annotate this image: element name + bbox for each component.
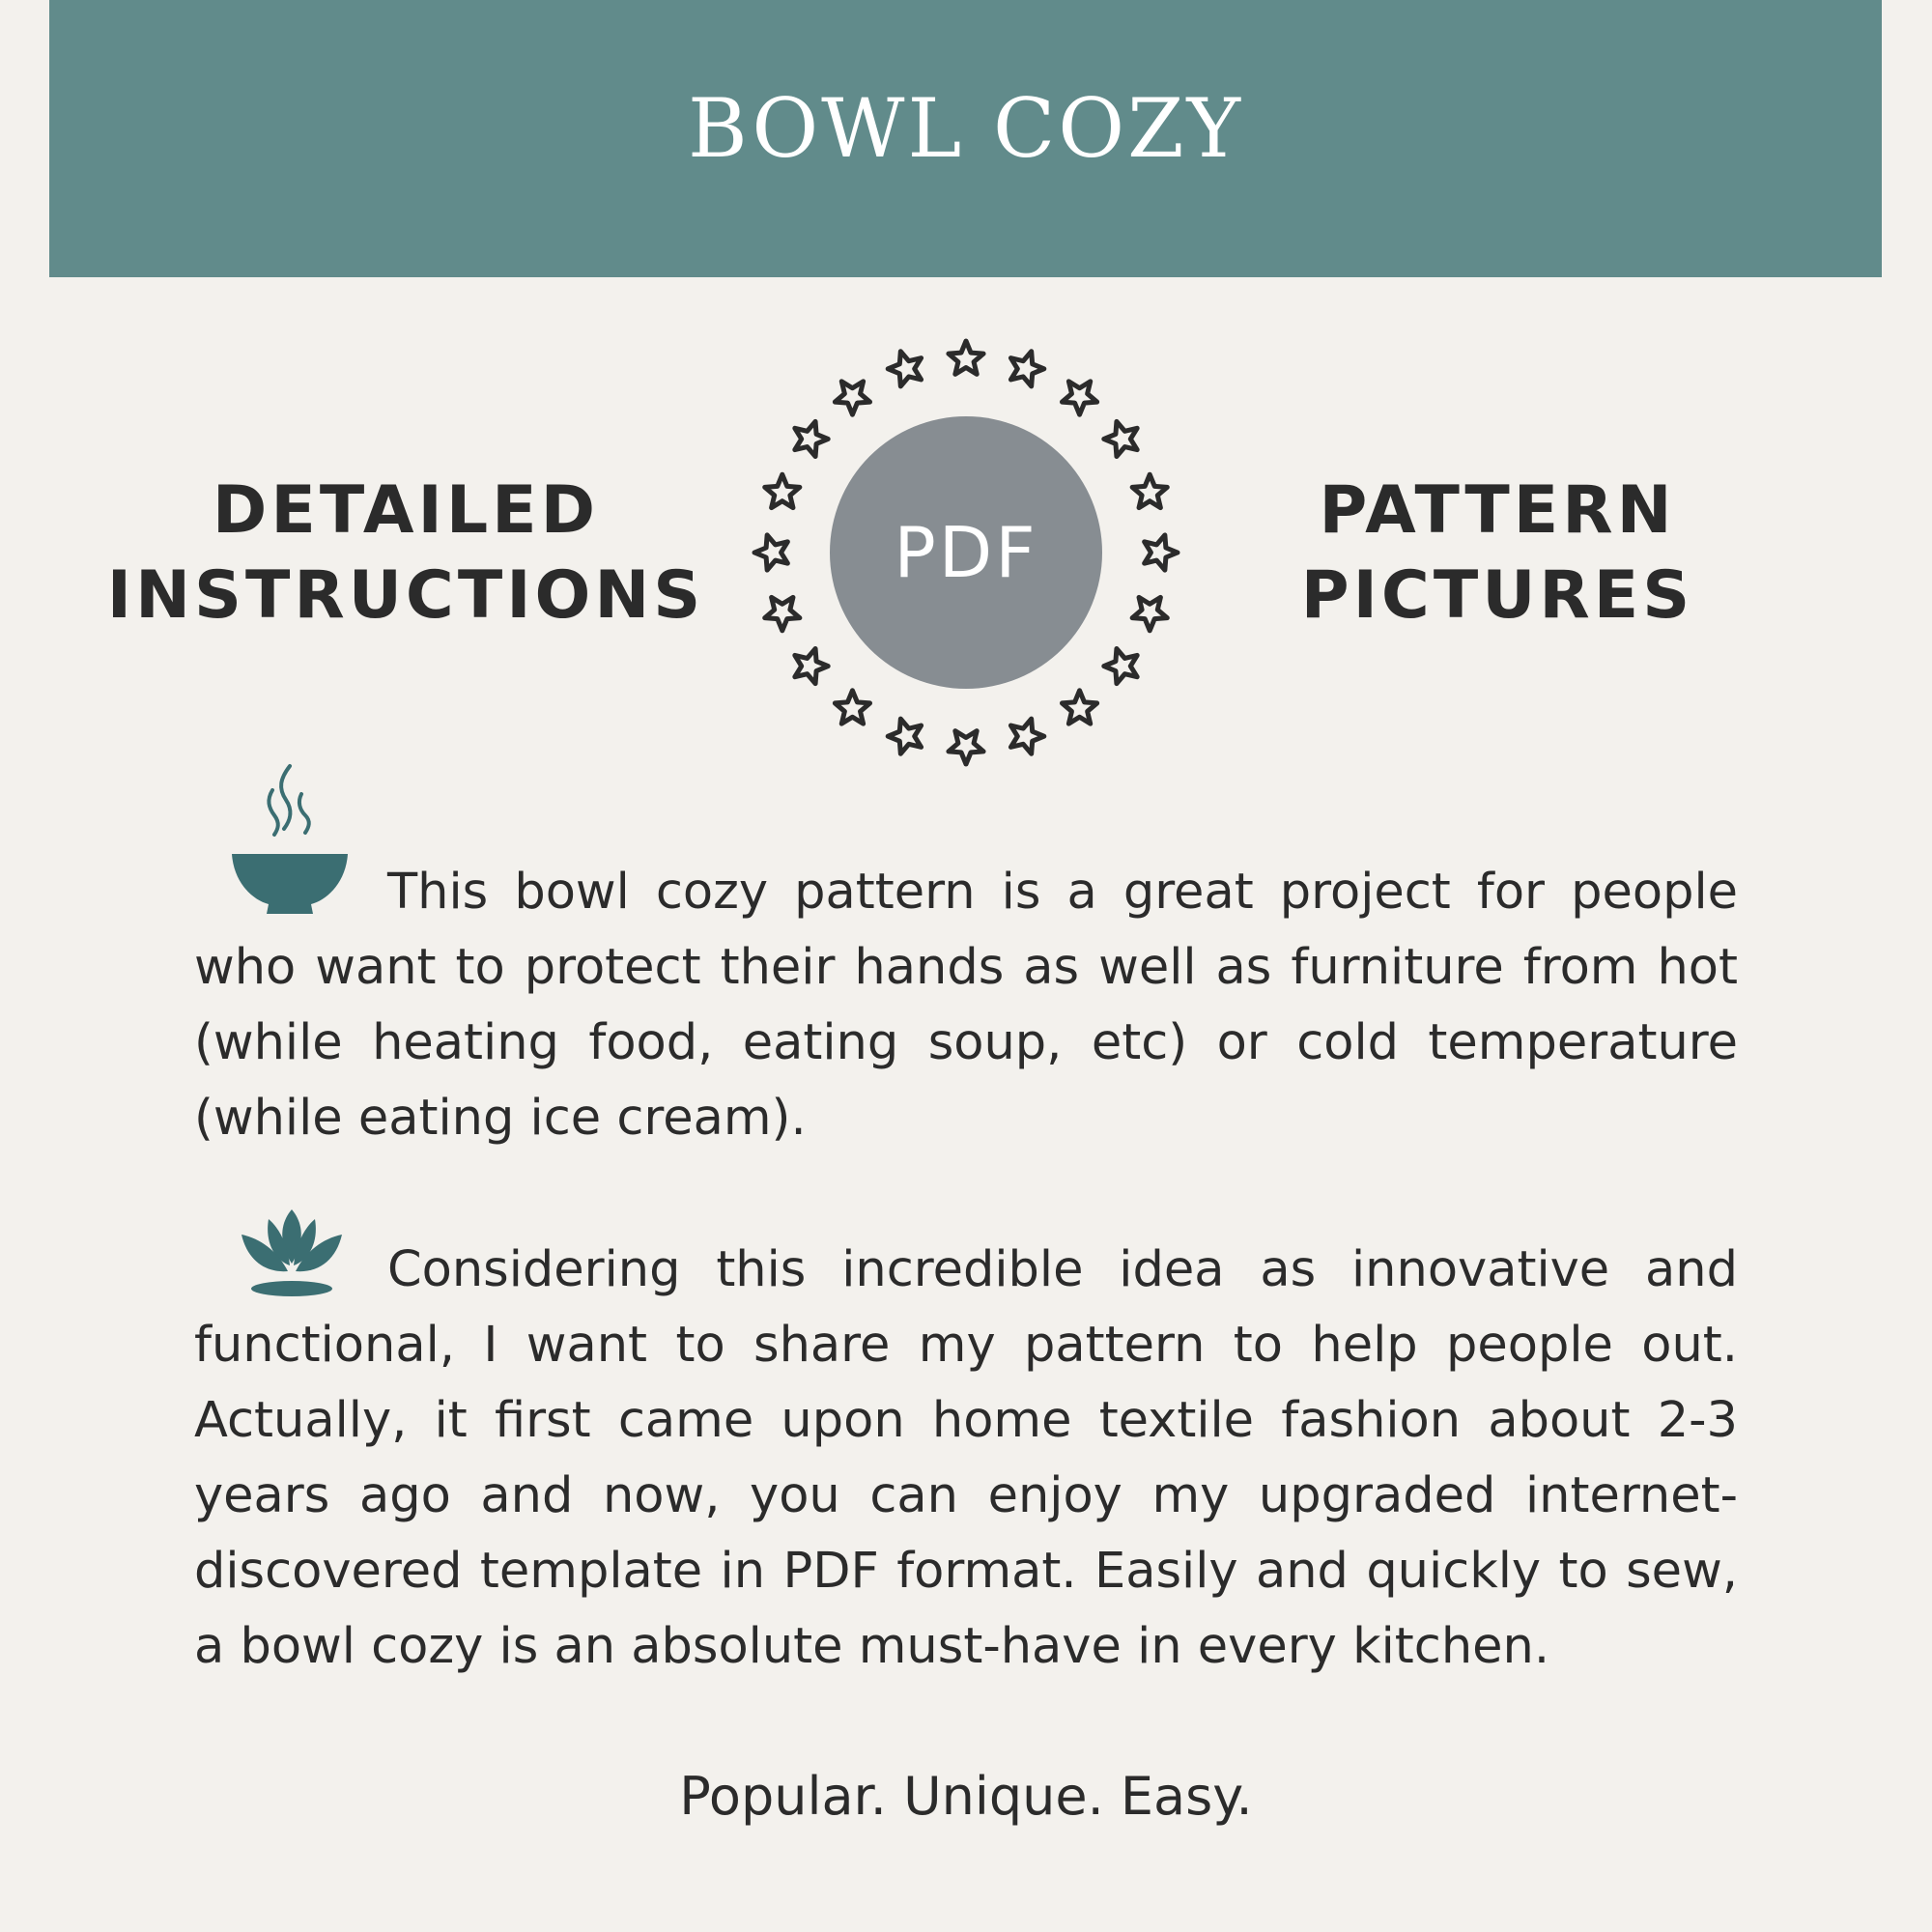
star-icon xyxy=(835,691,869,724)
header-banner xyxy=(49,0,1882,277)
description-paragraph-1 xyxy=(194,855,1738,1156)
star-icon xyxy=(1132,474,1167,507)
star-icon xyxy=(1010,719,1043,753)
feature-right-line2: PICTURES xyxy=(1300,557,1694,634)
feature-left-line1: DETAILED xyxy=(212,472,600,549)
paragraph-indent xyxy=(194,898,387,908)
feature-detailed-instructions xyxy=(97,469,715,639)
paragraph-indent xyxy=(194,1276,387,1286)
star-icon xyxy=(795,421,828,456)
star-icon xyxy=(765,597,800,630)
description-paragraph-2 xyxy=(194,1233,1738,1685)
star-icon xyxy=(1104,421,1137,456)
star-icon xyxy=(835,382,869,414)
feature-right-line1: PATTERN xyxy=(1319,472,1676,549)
star-icon xyxy=(754,535,787,570)
feature-left-line2: INSTRUCTIONS xyxy=(106,557,705,634)
tagline: Popular. Unique. Easy. xyxy=(679,1766,1253,1827)
description-text-2: Considering this incredible idea as innovative and functional, I want to share my pattern to help people out. Actually, it first came upon home textile fashion about 2-3 years ago and now, you can enjoy my upgraded internet-discovered template in PDF format. Easily and quickly to sew, a bowl cozy is an absolute must-have in every kitchen. xyxy=(194,1241,1738,1675)
star-icon xyxy=(1062,382,1096,414)
pdf-badge xyxy=(744,333,1188,778)
star-icon xyxy=(888,719,921,753)
pdf-circle xyxy=(830,416,1102,689)
feature-pattern-pictures xyxy=(1256,469,1739,639)
star-icon xyxy=(795,648,828,683)
star-icon xyxy=(1104,648,1137,683)
description-text-1: This bowl cozy pattern is a great project for people who want to protect their hands as well as furniture from hot (while heating food, eating soup, etc) or cold temperature (while eating ice cream). xyxy=(194,864,1738,1147)
page-title: BOWL COZY xyxy=(688,81,1243,176)
star-icon xyxy=(888,352,921,386)
star-icon xyxy=(1010,352,1043,386)
pdf-label: PDF xyxy=(894,512,1038,593)
star-icon xyxy=(765,474,800,507)
star-icon xyxy=(949,341,983,374)
star-icon xyxy=(1132,597,1167,630)
star-icon xyxy=(949,731,983,764)
star-icon xyxy=(1062,691,1096,724)
star-icon xyxy=(1145,535,1178,570)
